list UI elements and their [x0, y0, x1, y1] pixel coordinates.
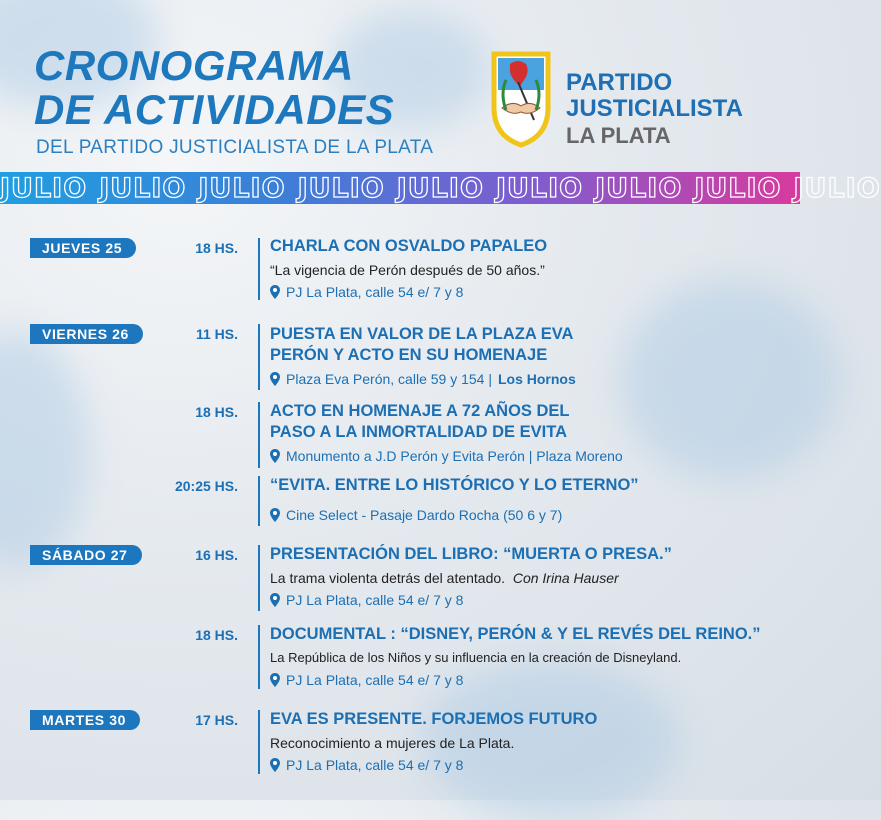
location-pin-icon	[270, 673, 280, 687]
event-item	[270, 624, 795, 689]
event-location-text: Monumento a J.D Perón y Evita Perón | Plaza Moreno	[286, 448, 623, 464]
band-word: JULIO	[595, 172, 683, 204]
event-item	[270, 324, 795, 388]
event-location	[270, 756, 795, 774]
title-line-2: DE ACTIVIDADES	[34, 86, 395, 133]
band-word: JULIO	[297, 172, 385, 204]
event-description	[270, 569, 795, 587]
event-divider	[258, 476, 260, 526]
event-description: Reconocimiento a mujeres de La Plata.	[270, 735, 515, 751]
event-title: EVA ES PRESENTE. FORJEMOS FUTURO	[270, 710, 598, 728]
event-title: PASO A LA INMORTALIDAD DE EVITA	[270, 423, 567, 441]
event-title: CHARLA CON OSVALDO PAPALEO	[270, 237, 548, 255]
party-shield-logo	[490, 50, 552, 148]
event-description: La República de los Niños y su influencia en la creación de Disneyland.	[270, 650, 682, 665]
event-location	[270, 283, 795, 301]
event-title: “EVITA. ENTRE LO HISTÓRICO Y LO ETERNO”	[270, 476, 639, 494]
event-divider	[258, 710, 260, 774]
event-description-text: La trama violenta detrás del atentado.	[270, 570, 506, 586]
brand-line-2: JUSTICIALISTA	[566, 95, 743, 122]
band-word: JULIO	[793, 172, 881, 204]
event-item	[270, 709, 795, 774]
event-title: PRESENTACIÓN DEL LIBRO: “MUERTA O PRESA.”	[270, 545, 672, 563]
event-item	[270, 236, 795, 301]
event-location	[270, 370, 795, 388]
brand-line-3: LA PLATA	[566, 123, 671, 148]
event-location	[270, 506, 795, 524]
location-pin-icon	[270, 758, 280, 772]
band-word: JULIO	[0, 172, 88, 204]
event-item	[270, 475, 795, 524]
day-label-jueves: JUEVES 25	[30, 238, 136, 258]
event-title: PERÓN Y ACTO EN SU HOMENAJE	[270, 346, 548, 364]
event-divider	[258, 324, 260, 390]
location-pin-icon	[270, 285, 280, 299]
band-word: JULIO	[99, 172, 187, 204]
event-location-text: PJ La Plata, calle 54 e/ 7 y 8	[286, 672, 464, 688]
title-line-1: CRONOGRAMA	[34, 42, 354, 89]
event-location-bold: Los Hornos	[497, 371, 576, 387]
event-time: 18 HS.	[195, 627, 238, 643]
event-divider	[258, 625, 260, 689]
day-label-sabado: SÁBADO 27	[30, 545, 142, 565]
location-pin-icon	[270, 372, 280, 386]
event-time: 16 HS.	[195, 547, 238, 563]
event-location-text: PJ La Plata, calle 54 e/ 7 y 8	[286, 757, 464, 773]
brand-line-1: PARTIDO	[566, 69, 673, 96]
event-description-italic: Con Irina Hauser	[512, 570, 619, 586]
event-title: ACTO EN HOMENAJE A 72 AÑOS DEL	[270, 402, 570, 420]
event-time: 17 HS.	[195, 712, 238, 728]
event-time: 20:25 HS.	[174, 478, 238, 494]
event-divider	[258, 402, 260, 468]
event-item	[270, 544, 795, 609]
event-time: 18 HS.	[195, 404, 238, 420]
location-pin-icon	[270, 508, 280, 522]
event-location	[270, 591, 795, 609]
month-band	[0, 172, 881, 204]
day-label-martes: MARTES 30	[30, 710, 140, 730]
day-label-viernes: VIERNES 26	[30, 324, 143, 344]
band-word: JULIO	[198, 172, 286, 204]
event-location-text: PJ La Plata, calle 54 e/ 7 y 8	[286, 284, 464, 300]
event-location	[270, 671, 795, 689]
band-word: JULIO	[495, 172, 584, 204]
band-word: JULIO	[396, 172, 484, 204]
event-title: DOCUMENTAL : “DISNEY, PERÓN & Y EL REVÉS DEL REINO.”	[270, 625, 761, 643]
page-title	[34, 44, 394, 132]
event-location-text: Plaza Eva Perón, calle 59 y 154 |	[286, 371, 492, 387]
location-pin-icon	[270, 449, 280, 463]
location-pin-icon	[270, 593, 280, 607]
band-word: JULIO	[694, 172, 782, 204]
event-item	[270, 401, 795, 465]
event-location-text: PJ La Plata, calle 54 e/ 7 y 8	[286, 592, 464, 608]
watercolor-blot	[0, 330, 90, 570]
event-location-text: Cine Select - Pasaje Dardo Rocha (50 6 y 7)	[286, 507, 563, 523]
event-title: PUESTA EN VALOR DE LA PLAZA EVA	[270, 325, 574, 343]
event-time: 11 HS.	[195, 326, 238, 342]
page-subtitle: DEL PARTIDO JUSTICIALISTA DE LA PLATA	[36, 137, 434, 158]
event-description: “La vigencia de Perón después de 50 años.”	[270, 262, 545, 278]
event-time: 18 HS.	[195, 240, 238, 256]
event-divider	[258, 545, 260, 611]
event-divider	[258, 238, 260, 300]
event-location	[270, 447, 795, 465]
